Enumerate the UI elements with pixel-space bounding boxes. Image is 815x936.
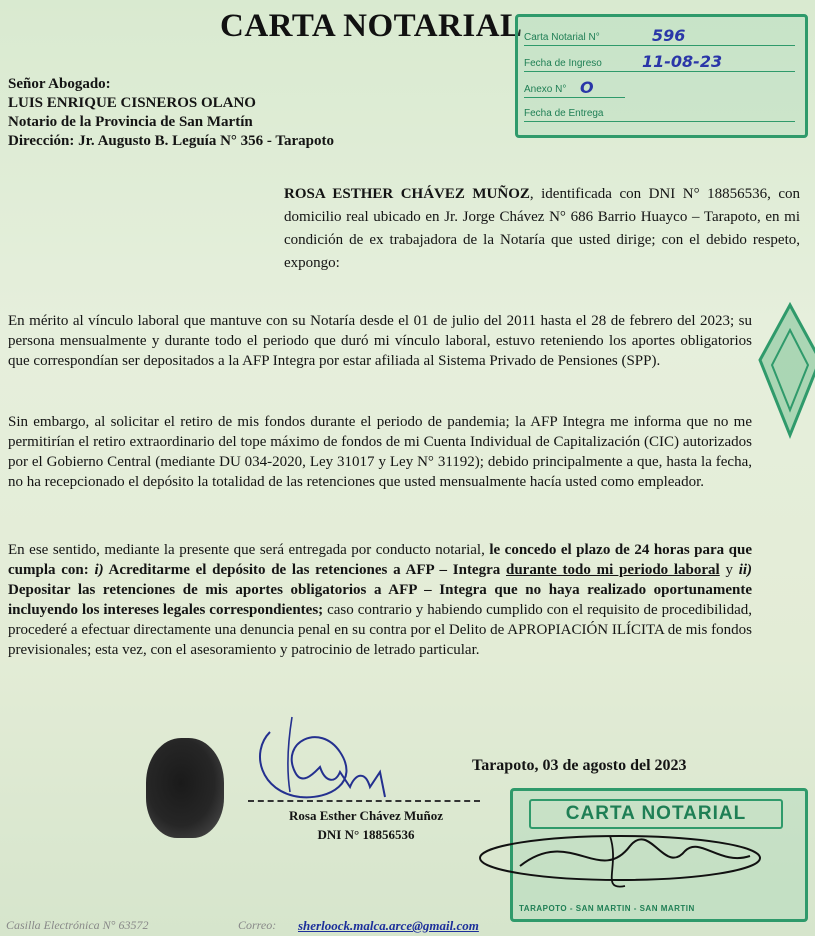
stamp-ingreso-value: 11-08-23 [642,52,723,71]
stamp-anexo-label: Anexo N° [524,84,567,95]
p3-part-d: Acreditarme el depósito de las retenciones a AFP – Integra [103,562,506,578]
sender-name: ROSA ESTHER CHÁVEZ MUÑOZ [284,186,530,202]
p3-part-a: En ese sentido, mediante la presente que será entregada por conducto notarial, [8,542,490,558]
paragraph-1: En mérito al vínculo laboral que mantuve con su Notaría desde el 01 de julio del 2011 hasta el 28 de febrero del 2023; su persona mensualmente y durante todo el periodo que duró mi vínculo laboral, estuvo reteniendo los aportes obligatorios que correspondían ser depositados a la AFP Integra por estar afiliada al Sistema Privado de Pensiones (SPP). [8,313,752,369]
notary-stamp-title: CARTA NOTARIAL [529,799,783,829]
salutation: Señor Abogado: [8,76,111,92]
signer-dni: DNI N° 18856536 [317,827,415,842]
footer [0,914,815,936]
notary-seal-icon [750,300,815,440]
stamp-anexo-value: O [580,78,594,97]
addressee-address: Dirección: Jr. Augusto B. Leguía N° 356 - Tarapoto [8,133,335,149]
footer-email-label: Correo: [238,918,277,932]
p3-part-g: ii) [738,562,753,578]
place-date: Tarapoto, 03 de agosto del 2023 [472,757,687,774]
p3-part-i: caso contrario y habiendo cumplido con el requisito de procedibilidad, procederé a efectuar directamente una denuncia penal en su contra por el Delito de APROPIACIÓN ILÍCITA de mis fondos previsionales; esta vez, con el asesoramiento y patrocinio de letrado particular. [8,602,752,658]
intro-text: , identificada con DNI N° 18856536, con domicilio real ubicado en Jr. Jorge Chávez N° 686 Barrio Huayco – Tarapoto, en mi condición de ex trabajadora de la Notaría que usted dirige; con el debido respeto, expongo: [284,186,801,271]
signature-drawing [240,712,400,812]
paragraph-3 [8,540,752,660]
stamp-row-entrega [524,101,795,122]
stamp-ingreso-label: Fecha de Ingreso [524,58,602,69]
signer-block [262,806,470,844]
paragraph-2: Sin embargo, al solicitar el retiro de mis fondos durante el periodo de pandemia; la AFP Integra me informa que no me permitirían el retiro extraordinario del tope máximo de fondos de mi Cuenta Individual de Capitalización (CIC) autorizados por el Gobierno Central (mediante DU 034-2020, Ley 31017 y Ley N° 31192); debido principalmente a que, hasta la fecha, no ha recepcionado el depósito la totalidad de las retenciones que usted mensualmente hacía usted como empleador. [8,414,752,490]
stamp-entrega-label: Fecha de Entrega [524,108,604,119]
signer-name: Rosa Esther Chávez Muñoz [289,808,443,823]
stamp-row-anexo [524,77,625,98]
p3-part-f: y [719,562,739,578]
p3-part-h: Depositar las retenciones de mis aportes obligatorios a AFP – Integra que no haya realizado oportunamente incluyendo los intereses legales correspondientes; [8,582,752,618]
document-title: CARTA NOTARIAL [220,8,523,44]
addressee-name: LUIS ENRIQUE CISNEROS OLANO [8,95,256,111]
addressee-block [8,75,334,151]
intro-paragraph [284,183,800,275]
stamp-carta-value: 596 [652,26,686,45]
signature-line [248,800,480,802]
stamp-carta-label: Carta Notarial N° [524,32,600,43]
addressee-role: Notario de la Provincia de San Martín [8,114,253,130]
notary-signature-drawing [450,806,810,906]
footer-casilla: Casilla Electrónica N° 63572 [6,918,149,932]
p3-part-b: le concedo el plazo de 24 horas para que cumpla con: [8,542,753,578]
stamp-row-carta [524,25,795,46]
p3-part-c: i) [94,562,104,578]
reception-stamp [515,14,808,138]
stamp-row-ingreso [524,51,795,72]
notary-stamp-text: TARAPOTO - SAN MARTIN - SAN MARTIN [519,904,695,913]
footer-email-link[interactable]: sherloock.malca.arce@gmail.com [298,918,479,933]
p3-part-e: durante todo mi periodo laboral [505,562,720,578]
fingerprint [146,738,224,838]
